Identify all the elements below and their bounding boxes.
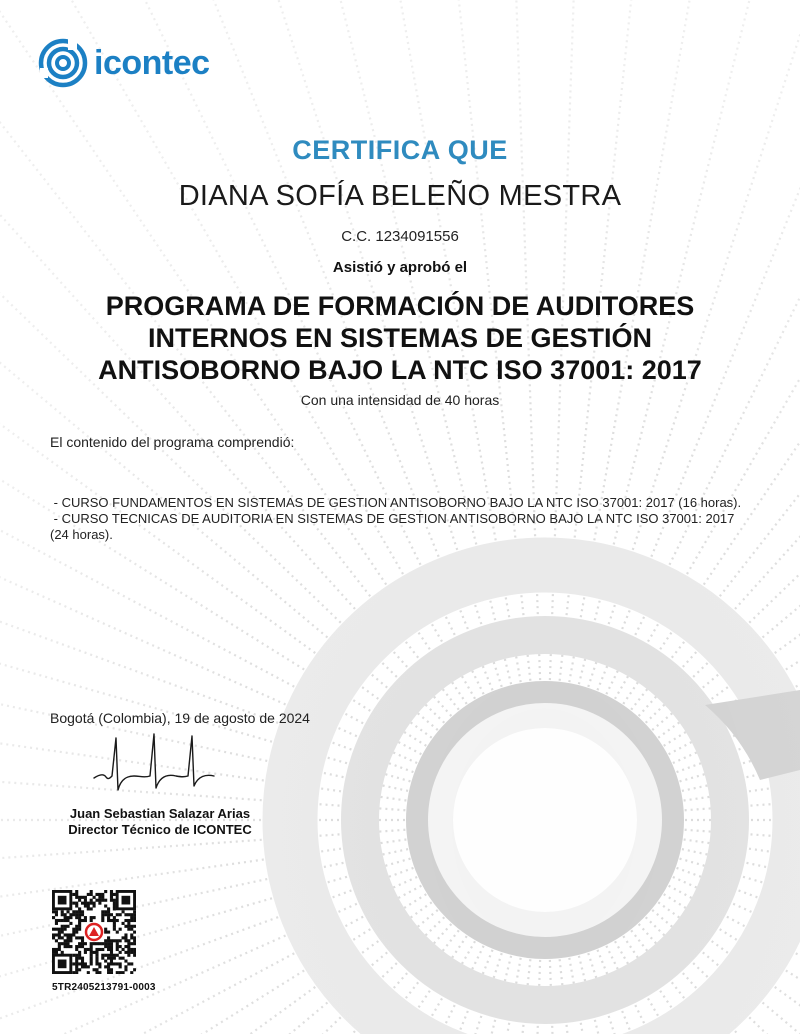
qr-code-icon[interactable] [52, 890, 136, 974]
brand-name: icontec [94, 44, 210, 82]
course-item: - CURSO FUNDAMENTOS EN SISTEMAS DE GESTION ANTISOBORNO BAJO LA NTC ISO 37001: 2017 (16 horas). [50, 495, 742, 510]
issue-place-date: Bogotá (Colombia), 19 de agosto de 2024 [50, 710, 310, 726]
program-title-line: ANTISOBORNO BAJO LA NTC ISO 37001: 2017 [98, 355, 702, 385]
program-title-line: INTERNOS EN SISTEMAS DE GESTIÓN [147, 323, 653, 353]
brand-logo [38, 38, 210, 88]
statement-text: Asistió y aprobó el [332, 259, 468, 276]
program-intensity: Con una intensidad de 40 horas [300, 392, 500, 408]
course-item: - CURSO TECNICAS DE AUDITORIA EN SISTEMAS DE GESTION ANTISOBORNO BAJO LA NTC ISO 37001: 2017 (24 horas). [50, 511, 739, 542]
icontec-logo-icon [38, 38, 88, 88]
program-title-line: PROGRAMA DE FORMACIÓN DE AUDITORES [105, 291, 695, 321]
certifies-heading: CERTIFICA QUE [292, 135, 508, 165]
signatory-title: Director Técnico de ICONTEC [68, 822, 252, 837]
recipient-name: DIANA SOFÍA BELEÑO MESTRA [178, 180, 622, 212]
recipient-id: C.C. 1234091556 [341, 228, 459, 245]
verification-code: 5TR2405213791-0003 [52, 982, 156, 993]
course-list [50, 495, 750, 543]
content-intro: El contenido del programa comprendió: [50, 434, 295, 450]
signatory-block [50, 806, 270, 838]
signature-image [88, 730, 218, 808]
signatory-name: Juan Sebastian Salazar Arias [69, 806, 251, 821]
program-title [50, 290, 750, 386]
